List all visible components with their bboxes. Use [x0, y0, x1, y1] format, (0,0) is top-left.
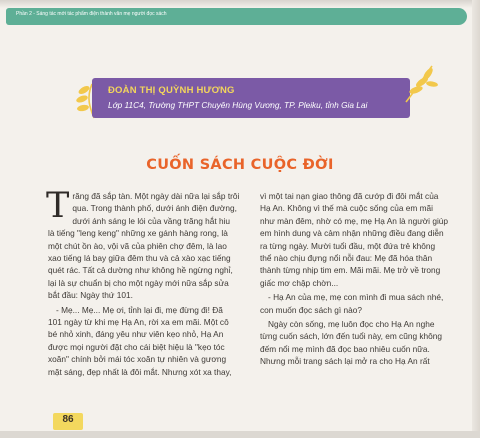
- text-line: em hình dung và cảm nhận những điều đang diễn: [260, 228, 444, 239]
- leaf-right-icon: [400, 58, 440, 108]
- section-header-text: Phần 2 - Sáng tác mới tác phẩm điện thành văn mẹ người đọc sách: [16, 11, 167, 17]
- text-line: Hạ An. Không vì thế mà cuộc sống của em mãi: [260, 203, 433, 214]
- text-line: xoăn" chính bởi mái tóc xoăn tự nhiên và gương: [48, 354, 227, 365]
- text-line: xao tiếng lá bay giữa đêm thu và cả xào xạc tiếng: [48, 253, 231, 264]
- text-line: từng cuốn sách, lớn đến tuổi này, em cũng không: [260, 331, 442, 342]
- left-column: [46, 186, 240, 380]
- author-name: ĐOÀN THỊ QUỲNH HƯƠNG: [108, 85, 235, 96]
- text-line: 101 ngày từ khi mẹ Hạ An, rời xa em mãi. Một cô: [48, 317, 229, 328]
- text-line: ra từng ngày. Mười tuổi đầu, một đứa trẻ không: [260, 240, 436, 251]
- text-line: một chút ồn ào, vội vã của phiên chợ đêm, là lao: [48, 240, 227, 251]
- text-line: quét rác. Tất cả dường như không hề ngừng nghỉ,: [48, 265, 233, 276]
- text-line: - Hạ An của mẹ, mẹ con mình đi mua sách nhé,: [268, 292, 444, 303]
- paragraph-2: [48, 304, 240, 378]
- text-line: như màn đêm, nhờ có mẹ, mẹ Hạ An là người giúp: [260, 215, 449, 226]
- text-line: bé nhỏ xinh, đáng yêu như viên kẹo nhỏ, Hạ An: [48, 329, 224, 340]
- text-line: qua. Trong thành phố, dưới ánh điện đường,: [72, 203, 237, 214]
- text-line: con muốn đọc sách gì nào?: [260, 304, 362, 315]
- text-line: là tiếng "leng keng" những xe gánh hàng rong, là: [48, 228, 228, 239]
- text-line: thành từng nhịp tim em. Mãi mãi. Mẹ trở về trong: [260, 265, 441, 276]
- paragraph-1: [46, 186, 240, 302]
- paragraph-4: [260, 291, 450, 316]
- text-line: lại là sự chuẩn bị cho một ngày mới nữa sắp sửa: [48, 277, 229, 288]
- text-line: mặt sáng, đẹp nhất là đôi mắt. Nhưng xót xa thay,: [48, 366, 232, 377]
- text-line: - Mẹ... Mẹ... Mẹ ơi, tỉnh lại đi, mẹ đừng đi! Đã: [56, 304, 223, 315]
- page-right-edge: [472, 0, 480, 438]
- text-line: dưới ánh sáng le lói của vầng trăng hắt hiu: [72, 215, 231, 226]
- page-number: 86: [62, 414, 74, 425]
- text-line: bắt đầu: Ngày thứ 101.: [48, 290, 133, 301]
- author-box: [92, 78, 410, 118]
- text-line: vì một tai nạn giao thông đã cướp đi đôi mắt của: [260, 191, 439, 201]
- text-line: Ngày còn sống, mẹ luôn đọc cho Hạ An nghe: [268, 319, 435, 330]
- text-line: răng đã sắp tàn. Một ngày dài nữa lại sắp trôi: [72, 191, 240, 201]
- right-column: [260, 190, 450, 370]
- paragraph-3: [260, 190, 450, 289]
- text-line: Nhưng mỗi trang sách lại mở ra cho Hạ An rất: [260, 356, 430, 367]
- page-top-shadow: [0, 0, 480, 8]
- author-school: Lớp 11C4, Trường THPT Chuyên Hùng Vương, TP. Pleiku, tỉnh Gia Lai: [108, 100, 368, 110]
- story-title: CUỐN SÁCH CUỘC ĐỜI: [146, 157, 334, 173]
- page-bottom-edge: [0, 431, 480, 438]
- text-line: giấc mơ chập chờn...: [260, 277, 339, 288]
- text-line: đếm nổi mẹ mình đã đọc bao nhiêu cuốn nữa.: [260, 343, 430, 354]
- text-line: được mọi người đặt cho cái biệt hiệu là "kẹo tóc: [48, 341, 225, 352]
- text-line: thể nào chịu đựng nổi nỗi đau: Mẹ đã hóa thân: [260, 253, 433, 264]
- paragraph-5: [260, 318, 450, 368]
- drop-cap: T: [46, 186, 70, 226]
